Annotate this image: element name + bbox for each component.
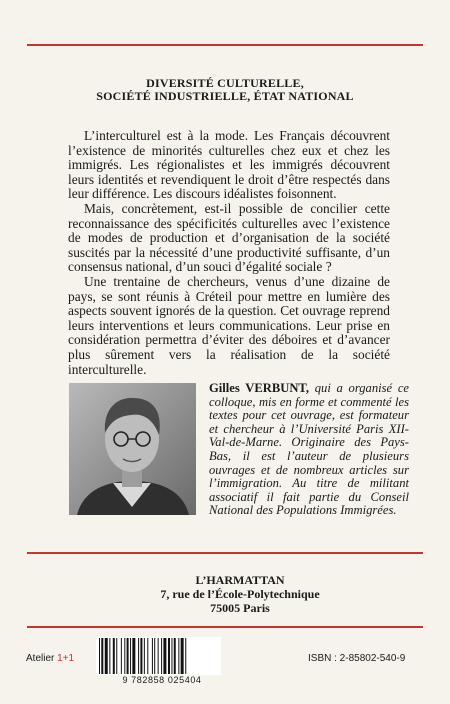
- author-portrait-image: [69, 383, 196, 515]
- barcode-bar: [161, 638, 162, 674]
- barcode-bar: [171, 638, 172, 674]
- barcode-bar: [132, 638, 135, 674]
- barcode: [96, 637, 221, 675]
- title-line-2: SOCIÉTÉ INDUSTRIELLE, ÉTAT NATIONAL: [96, 89, 354, 103]
- publisher-bottom-rule: [27, 626, 423, 628]
- publisher-city: 75005 Paris: [210, 601, 270, 615]
- top-rule: [27, 44, 423, 46]
- page-title: [40, 77, 410, 103]
- barcode-bar: [121, 638, 122, 674]
- atelier-label: Atelier: [26, 653, 55, 664]
- barcode-bar: [154, 638, 155, 674]
- author-photo: [69, 383, 196, 515]
- barcode-bar: [130, 638, 131, 674]
- barcode-bar: [152, 638, 153, 674]
- barcode-bar: [174, 638, 176, 674]
- barcode-bar: [105, 638, 108, 674]
- barcode-bar: [138, 638, 139, 674]
- paragraph-1: L’interculturel est à la mode. Les Français découvrent l’existence de minorités culturelles chez eux et chez les immigrés. Les régionalistes et les immigrés découvrent leurs identités et revendiquent le droit d’être respectés dans leur différence. Les discours idéalistes foisonnent.: [68, 128, 390, 202]
- publisher-name: L’HARMATTAN: [195, 573, 285, 587]
- barcode-bar: [185, 638, 186, 674]
- publisher-block: [0, 573, 450, 615]
- paragraph-2: Mais, concrètement, est-il possible de concilier cette reconnaissance des spécificités culturelles avec l’existence de modes de production et d’organisation de la société suscités par la nécessité d’une productivité suffisante, d’un consensus national, d’un souci d’égalité sociale ?: [68, 200, 390, 275]
- barcode-bar: [163, 638, 166, 674]
- barcode-bar: [168, 638, 170, 674]
- barcode-bar: [124, 638, 125, 674]
- barcode-bars: [96, 637, 221, 675]
- isbn: ISBN : 2-85802-540-9: [308, 653, 406, 664]
- barcode-bar: [101, 638, 103, 674]
- barcode-bar: [116, 638, 117, 674]
- barcode-bar: [144, 638, 145, 674]
- barcode-bar: [140, 638, 142, 674]
- barcode-bar: [147, 638, 148, 674]
- title-line-1: DIVERSITÉ CULTURELLE,: [146, 76, 304, 90]
- atelier-imprint: [26, 653, 74, 664]
- barcode-bar: [99, 638, 100, 674]
- blurb: [68, 129, 390, 377]
- barcode-bar: [109, 638, 110, 674]
- author-bio-text: qui a organisé ce colloque, mis en forme et commenté les textes pour cet ouvrage, est formateur et chercheur à l’Université Paris XII-Val-de-Marne. Originaire des Pays-Bas, il est l’auteur de plusieurs ouvrages et de nombreux articles sur l’immigration. Au titre de militant associatif il fait partie du Conseil National des Populations Immigrées.: [209, 381, 410, 518]
- publisher-top-rule: [27, 552, 423, 554]
- barcode-bar: [181, 638, 184, 674]
- atelier-number: 1+1: [57, 653, 75, 664]
- barcode-bar: [113, 638, 115, 674]
- author-bio: [209, 382, 409, 518]
- barcode-bar: [158, 638, 159, 674]
- publisher-street: 7, rue de l’École-Polytechnique: [160, 587, 320, 601]
- paragraph-3: Une trentaine de chercheurs, venus d’une dizaine de pays, se sont réunis à Créteil pour mettre en lumière des aspects souvent ignorés de la question. Cet ouvrage reprend leurs interventions et leurs communications. Leur prise en considération permettra d’éviter des déboires et d’avancer plus sûrement vers la réalisation de la société interculturelle.: [68, 273, 390, 377]
- barcode-digits: 9 782858 025404: [122, 675, 202, 685]
- barcode-bar: [127, 638, 129, 674]
- barcode-bar: [178, 638, 179, 674]
- author-name: Gilles VERBUNT,: [209, 381, 310, 395]
